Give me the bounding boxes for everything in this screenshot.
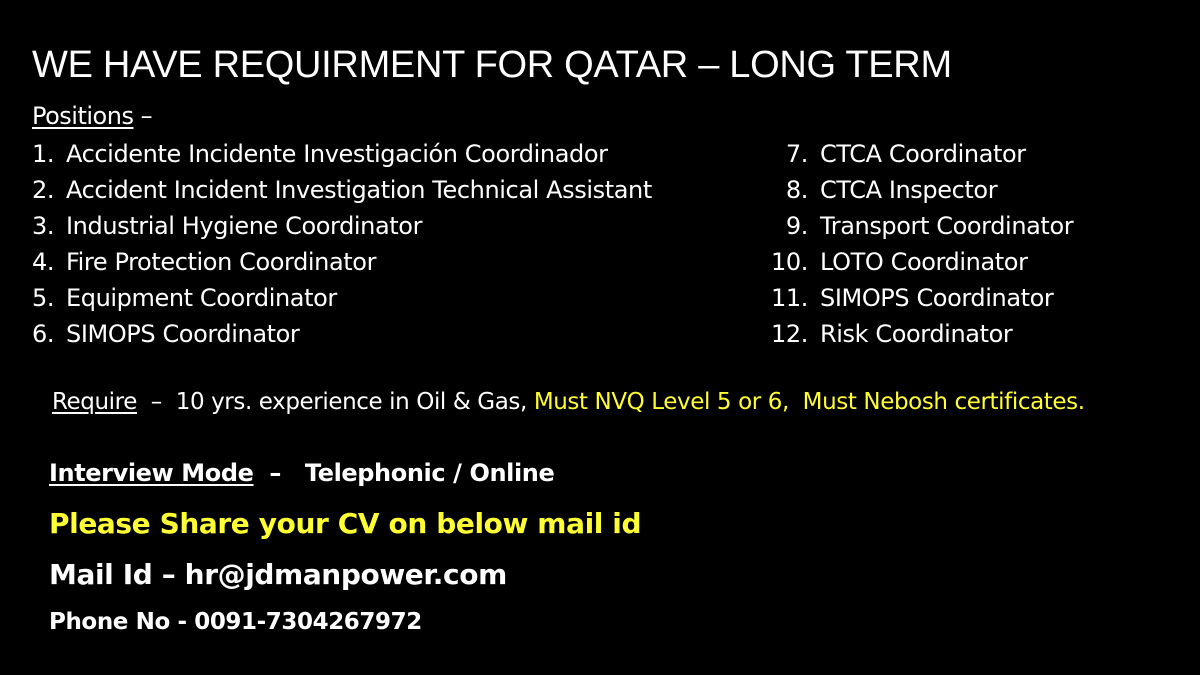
- item-text: Accident Incident Investigation Technical Assistant: [66, 176, 652, 204]
- require-text: 10 yrs. experience in Oil & Gas,: [175, 389, 534, 415]
- item-number: 3.: [32, 212, 55, 240]
- list-item: [32, 136, 652, 172]
- interview-mode-line: [49, 459, 554, 487]
- page-title: WE HAVE REQUIRMENT FOR QATAR – LONG TERM: [32, 44, 952, 86]
- item-number: 6.: [32, 320, 55, 348]
- list-item: [32, 280, 652, 316]
- list-item: [770, 208, 1073, 244]
- item-text: SIMOPS Coordinator: [820, 284, 1054, 312]
- item-text: Fire Protection Coordinator: [66, 248, 377, 276]
- positions-heading: [32, 102, 152, 130]
- phone-number: Phone No - 0091-7304267972: [49, 609, 422, 635]
- list-item: [32, 244, 652, 280]
- list-item: [770, 316, 1073, 352]
- list-item: [32, 208, 652, 244]
- list-item: [770, 172, 1073, 208]
- mail-id: Mail Id – hr@jdmanpower.com: [49, 558, 507, 591]
- item-text: LOTO Coordinator: [820, 248, 1028, 276]
- positions-list-right: [770, 136, 1073, 352]
- share-cv-text: Please Share your CV on below mail id: [49, 507, 642, 540]
- item-text: Equipment Coordinator: [66, 284, 337, 312]
- item-number: 7.: [785, 140, 808, 168]
- require-label: Require: [52, 389, 137, 415]
- requirement-line: [52, 389, 1085, 415]
- item-text: Risk Coordinator: [820, 320, 1013, 348]
- item-number: 5.: [32, 284, 55, 312]
- item-number: 11.: [771, 284, 808, 312]
- item-number: 1.: [32, 140, 55, 168]
- positions-label: Positions: [32, 102, 134, 130]
- list-item: [32, 172, 652, 208]
- positions-list-left: [32, 136, 652, 352]
- item-number: 8.: [785, 176, 808, 204]
- item-number: 4.: [32, 248, 55, 276]
- item-text: Accidente Incidente Investigación Coordinador: [66, 140, 608, 168]
- item-number: 2.: [32, 176, 55, 204]
- interview-separator: –: [253, 459, 305, 487]
- interview-label: Interview Mode: [49, 459, 254, 487]
- item-number: 12.: [771, 320, 808, 348]
- item-number: 9.: [785, 212, 808, 240]
- interview-value: Telephonic / Online: [304, 459, 555, 487]
- list-item: [32, 316, 652, 352]
- item-text: SIMOPS Coordinator: [66, 320, 300, 348]
- item-text: Transport Coordinator: [820, 212, 1074, 240]
- item-text: CTCA Coordinator: [820, 140, 1026, 168]
- list-item: [770, 136, 1073, 172]
- list-item: [770, 280, 1073, 316]
- positions-separator: –: [133, 102, 153, 130]
- item-text: Industrial Hygiene Coordinator: [66, 212, 423, 240]
- item-number: 10.: [771, 248, 808, 276]
- require-separator: –: [136, 389, 176, 415]
- require-highlight: Must NVQ Level 5 or 6, Must Nebosh certificates.: [533, 389, 1085, 415]
- list-item: [770, 244, 1073, 280]
- item-text: CTCA Inspector: [820, 176, 998, 204]
